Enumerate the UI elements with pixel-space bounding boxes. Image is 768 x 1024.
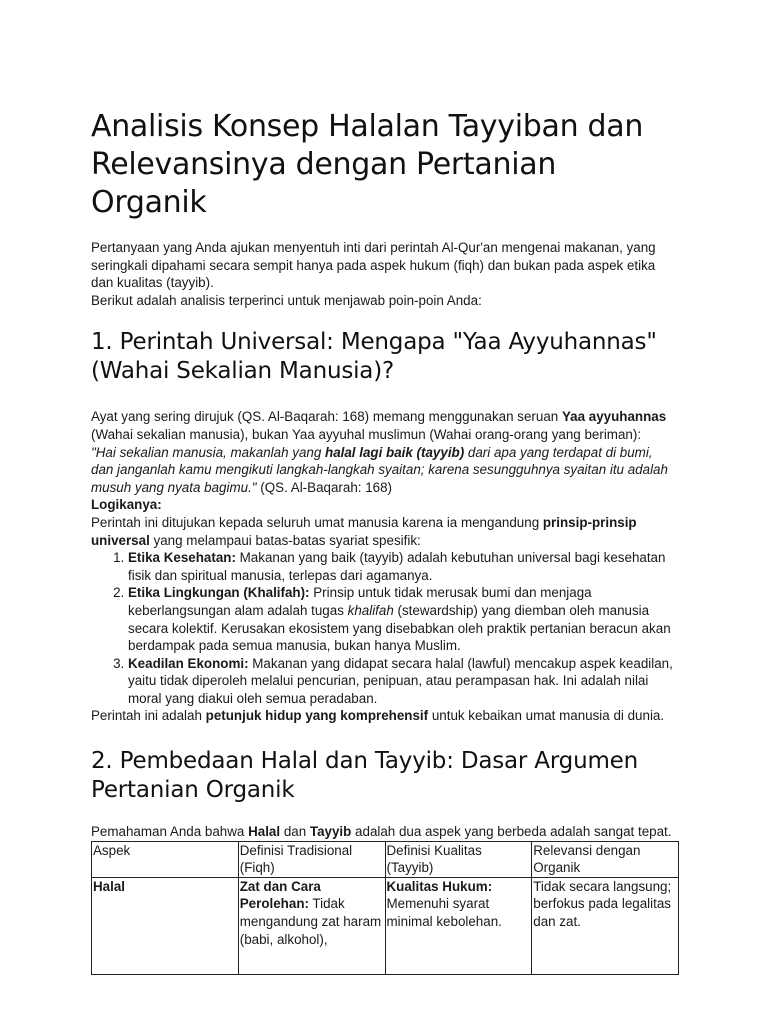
logic-label-text: Logikanya: bbox=[91, 497, 162, 513]
principles-list bbox=[91, 549, 677, 707]
closing-text: untuk kebaikan umat manusia di dunia. bbox=[428, 708, 665, 724]
section2-bold: Halal bbox=[248, 824, 281, 840]
closing-bold: petunjuk hidup yang komprehensif bbox=[205, 708, 429, 724]
list-item-text: Prinsip untuk tidak merusak bumi dan menjaga keberlangsungan alam adalah tugas bbox=[128, 585, 592, 618]
section1-text: Ayat yang sering dirujuk (QS. Al-Baqarah: 168) memang menggunakan seruan bbox=[91, 409, 562, 425]
table-header-cell: Definisi Kualitas (Tayyib) bbox=[385, 841, 532, 877]
table-header-cell: Relevansi dengan Organik bbox=[532, 841, 679, 877]
section1-heading: 1. Perintah Universal: Mengapa "Yaa Ayyuhannas" (Wahai Sekalian Manusia)? bbox=[91, 329, 657, 385]
cell-text: Tidak mengandung zat haram (babi, alkohol), bbox=[239, 896, 382, 947]
intro-paragraph: Pertanyaan yang Anda ajukan menyentuh inti dari perintah Al-Qur'an mengenai makanan, yang seringkali dipahami secara sempit hanya pada aspek hukum (fiqh) dan bukan pada aspek etika dan kualitas (tayyib). bbox=[91, 240, 656, 291]
list-item bbox=[128, 584, 677, 654]
cell-bold: Halal bbox=[93, 878, 126, 894]
closing-paragraph bbox=[91, 707, 677, 725]
list-item bbox=[128, 655, 677, 708]
quote-reference: (QS. Al-Baqarah: 168) bbox=[256, 479, 393, 495]
logic-label bbox=[91, 496, 677, 514]
table-row bbox=[92, 877, 679, 974]
comparison-table bbox=[91, 841, 679, 975]
table-cell bbox=[92, 877, 239, 974]
logic-text: Perintah ini ditujukan kepada seluruh umat manusia karena ia mengandung bbox=[91, 514, 543, 530]
document-title: Analisis Konsep Halalan Tayyiban dan Relevansinya dengan Pertanian Organik bbox=[91, 109, 644, 220]
section2-text: Pemahaman Anda bahwa bbox=[91, 824, 249, 840]
table-header-row bbox=[92, 841, 679, 877]
cell-bold: Kualitas Hukum: bbox=[386, 878, 493, 894]
section2-heading: 2. Pembedaan Halal dan Tayyib: Dasar Argumen Pertanian Organik bbox=[91, 748, 638, 804]
cell-text: Memenuhi syarat minimal kebolehan. bbox=[386, 896, 502, 930]
intro-followup: Berikut adalah analisis terperinci untuk menjawab poin-poin Anda: bbox=[91, 292, 482, 308]
list-item-italic: khalifah bbox=[347, 602, 394, 618]
section1-paragraph bbox=[91, 408, 677, 443]
table-cell bbox=[238, 877, 385, 974]
section1-bold: Yaa ayyuhannas bbox=[561, 409, 667, 425]
quote-text: dari apa yang terdapat di bumi, dan janganlah kamu mengikuti langkah-langkah syaitan; karena sesungguhnya syaitan itu adalah musuh yang nyata bagimu." bbox=[91, 444, 668, 495]
logic-text: yang melampaui batas-batas syariat spesifik: bbox=[149, 532, 421, 548]
table-header-cell: Aspek bbox=[92, 841, 239, 877]
list-item-text: Makanan yang didapat secara halal (lawful) mencakup aspek keadilan, yaitu tidak diperoleh melalui pencurian, penipuan, atau perampasan hak. Ini adalah nilai moral yang diakui oleh semua peradaban. bbox=[128, 655, 673, 706]
table-header-cell: Definisi Tradisional (Fiqh) bbox=[238, 841, 385, 877]
list-item-text: (stewardship) yang diemban oleh manusia secara kolektif. Kerusakan ekosistem yang disebabkan oleh praktik pertanian beracun akan berdampak pada semua manusia, bukan hanya Muslim. bbox=[128, 602, 671, 654]
section2-text: dan bbox=[280, 824, 310, 840]
table-cell: Tidak secara langsung; berfokus pada legalitas dan zat. bbox=[532, 877, 679, 974]
list-item-label: Etika Kesehatan: bbox=[128, 550, 236, 566]
logic-paragraph bbox=[91, 514, 677, 549]
quote-paragraph bbox=[91, 444, 677, 497]
cell-bold: Zat dan Cara Perolehan: bbox=[239, 878, 321, 912]
table-cell bbox=[385, 877, 532, 974]
quote-bold: halal lagi baik (tayyib) bbox=[325, 444, 465, 460]
logic-bold: prinsip-prinsip universal bbox=[91, 514, 637, 548]
section2-text: adalah dua aspek yang berbeda adalah sangat tepat. bbox=[351, 824, 672, 840]
list-item-label: Keadilan Ekonomi: bbox=[128, 655, 249, 671]
quote-text: "Hai sekalian manusia, makanlah yang bbox=[91, 444, 326, 460]
section1-text: (Wahai sekalian manusia), bukan Yaa ayyuhal muslimun (Wahai orang-orang yang beriman): bbox=[91, 426, 642, 442]
list-item-label: Etika Lingkungan (Khalifah): bbox=[128, 585, 310, 601]
closing-text: Perintah ini adalah bbox=[91, 708, 206, 724]
list-item bbox=[128, 549, 677, 584]
list-item-text: Makanan yang baik (tayyib) adalah kebutuhan universal bagi kesehatan fisik dan spiritual manusia, terlepas dari agamanya. bbox=[128, 550, 666, 583]
section2-paragraph bbox=[91, 823, 677, 841]
section2-bold: Tayyib bbox=[309, 824, 352, 840]
